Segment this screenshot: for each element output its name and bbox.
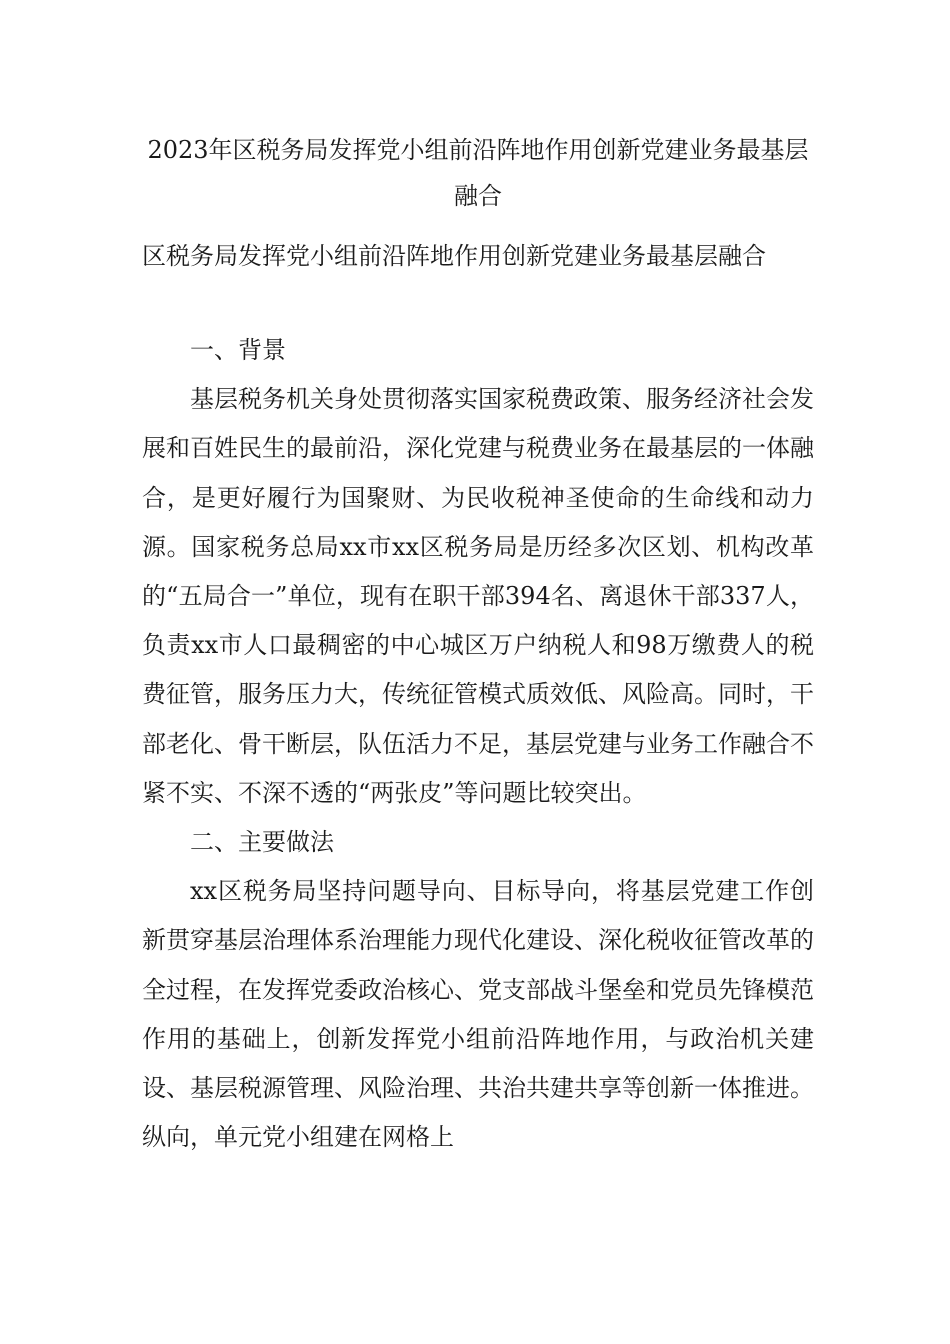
section-paragraph-main-practices: xx区税务局坚持问题导向、目标导向，将基层党建工作创新贯穿基层治理体系治理能力现代化建设、深化税收征管改革的全过程，在发挥党委政治核心、党支部战斗堡垒和党员先锋模范作用的基础上，创新发挥党小组前沿阵地作用，与政治机关建设、基层税源管理、风险治理、共治共建共享等创新一体推进。纵向，单元党小组建在网格上 bbox=[142, 877, 814, 1152]
section-paragraph-background: 基层税务机关身处贯彻落实国家税费政策、服务经济社会发展和百姓民生的最前沿，深化党建与税费业务在最基层的一体融合，是更好履行为国聚财、为民收税神圣使命的生命线和动力源。国家税务总局xx市xx区税务局是历经多次区划、机构改革的“五局合一”单位，现有在职干部394名、离退休干部337人，负责xx市人口最稠密的中心城区万户纳税人和98万缴费人的税费征管，服务压力大，传统征管模式质效低、风险高。同时，干部老化、骨干断层，队伍活力不足，基层党建与业务工作融合不紧不实、不深不透的“两张皮”等问题比较突出。 bbox=[142, 385, 814, 807]
section-heading-background: 一、背景 bbox=[190, 336, 286, 364]
document-title: 2023年区税务局发挥党小组前沿阵地作用创新党建业务最基层融合 bbox=[147, 136, 809, 210]
document-body bbox=[142, 326, 814, 1162]
section-heading-main-practices: 二、主要做法 bbox=[190, 828, 334, 857]
document-subtitle: 区税务局发挥党小组前沿阵地作用创新党建业务最基层融合 bbox=[142, 242, 766, 270]
